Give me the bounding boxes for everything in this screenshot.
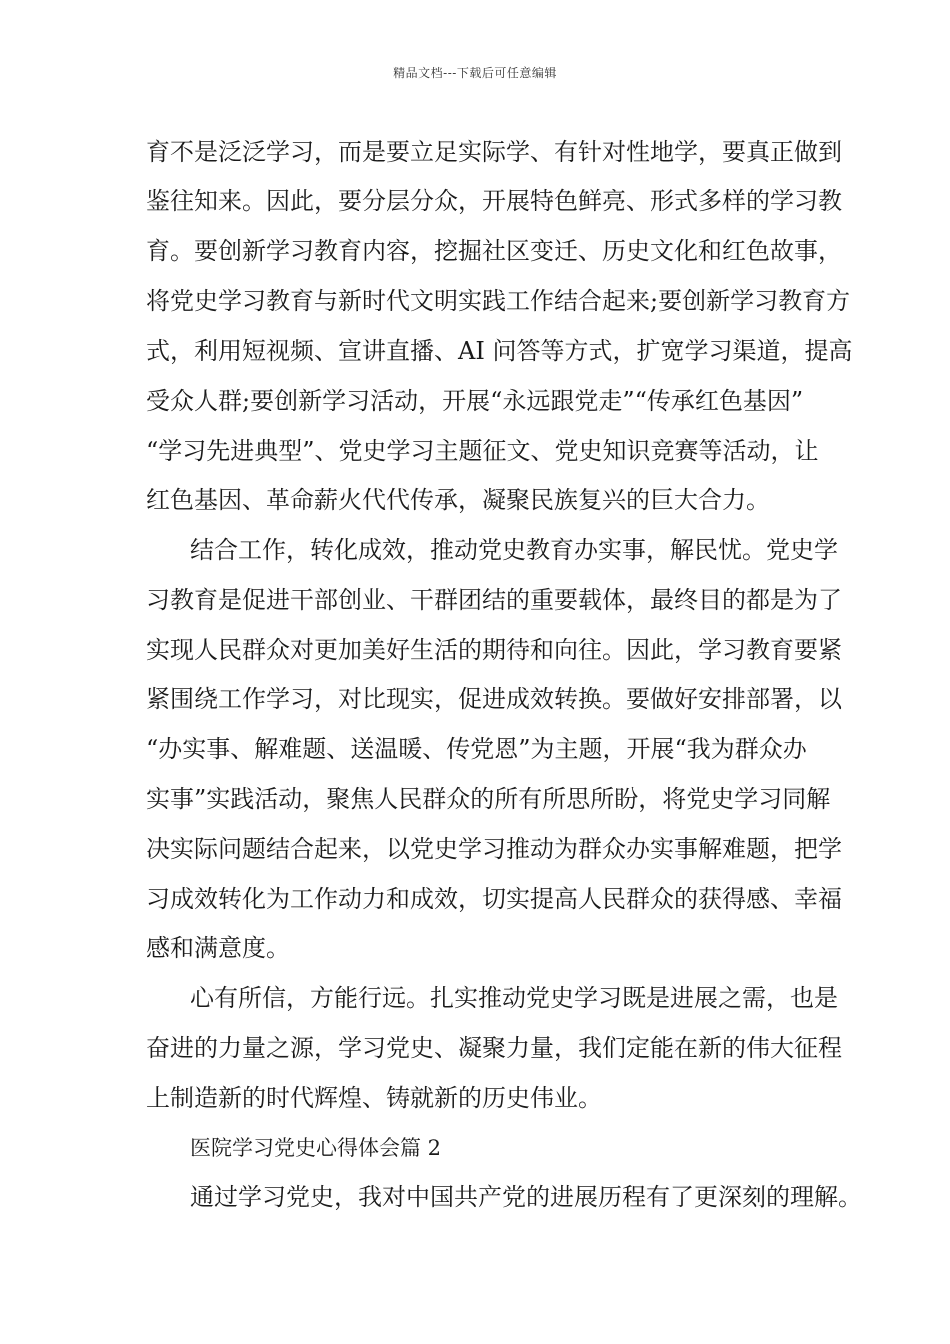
paragraph-line: 实现人民群众对更加美好生活的期待和向往。因此，学习教育要紧 <box>146 636 842 664</box>
paragraph-line: 感和满意度。 <box>146 934 290 962</box>
paragraph-line: 紧围绕工作学习，对比现实，促进成效转换。要做好安排部署，以 <box>146 685 842 713</box>
paragraph-line: 鉴往知来。因此，要分层分众，开展特色鲜亮、形式多样的学习教 <box>146 187 842 215</box>
paragraph-line: 实事”实践活动，聚焦人民群众的所有所思所盼，将党史学习同解 <box>146 785 831 813</box>
paragraph-line: 习成效转化为工作动力和成效，切实提高人民群众的获得感、幸福 <box>146 885 842 913</box>
paragraph-first-line: 心有所信，方能行远。扎实推动党史学习既是进展之需，也是 <box>190 984 838 1012</box>
paragraph-line: 上制造新的时代辉煌、铸就新的历史伟业。 <box>146 1084 602 1112</box>
paragraph-line: 受众人群;要创新学习活动，开展“永远跟党走”“传承红色基因” <box>146 387 804 415</box>
paragraph-line: “办实事、解难题、送温暖、传党恩”为主题，开展“我为群众办 <box>146 735 807 763</box>
paragraph-line: 奋进的力量之源，学习党史、凝聚力量，我们定能在新的伟大征程 <box>146 1034 842 1062</box>
paragraph-first-line: 通过学习党史，我对中国共产党的进展历程有了更深刻的理解。 <box>190 1183 862 1211</box>
paragraph-line: 将党史学习教育与新时代文明实践工作结合起来;要创新学习教育方 <box>146 287 851 315</box>
page-header: 精品文档---下载后可任意编辑 <box>393 66 557 80</box>
paragraph-line: 育不是泛泛学习，而是要立足实际学、有针对性地学，要真正做到 <box>146 138 842 166</box>
paragraph-line: 红色基因、革命薪火代代传承，凝聚民族复兴的巨大合力。 <box>146 486 770 514</box>
paragraph-first-line: 结合工作，转化成效，推动党史教育办实事，解民忧。党史学 <box>190 536 838 564</box>
section-heading: 医院学习党史心得体会篇 2 <box>190 1136 442 1160</box>
paragraph-line: 式，利用短视频、宣讲直播、AI 问答等方式，扩宽学习渠道，提高 <box>146 337 853 365</box>
paragraph-line: “学习先进典型”、党史学习主题征文、党史知识竞赛等活动，让 <box>146 437 819 465</box>
paragraph-line: 育。要创新学习教育内容，挖掘社区变迁、历史文化和红色故事， <box>146 237 842 265</box>
paragraph-line: 习教育是促进干部创业、干群团结的重要载体，最终目的都是为了 <box>146 586 842 614</box>
paragraph-line: 决实际问题结合起来，以党史学习推动为群众办实事解难题，把学 <box>146 835 842 863</box>
